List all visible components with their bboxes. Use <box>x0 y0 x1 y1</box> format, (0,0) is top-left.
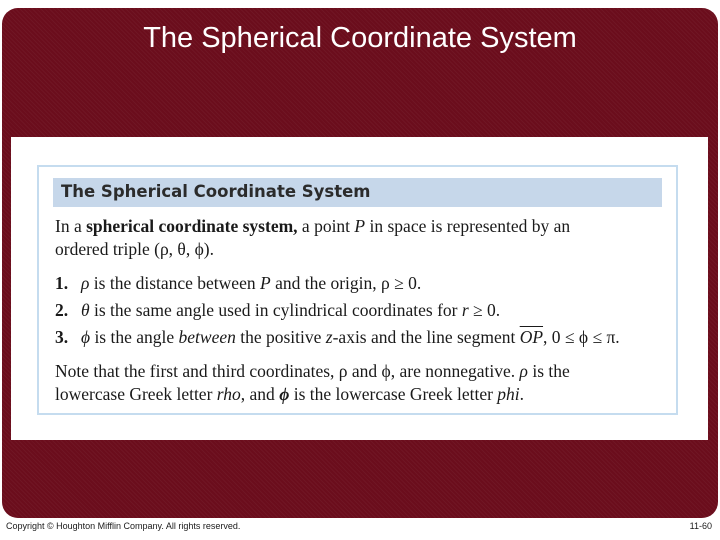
note-text-1: Note that the first and third coordinates, ρ and ϕ, are nonnegative. <box>55 361 520 381</box>
list-item-3 <box>55 327 620 348</box>
list-item-1 <box>55 273 421 294</box>
vector-op: $\overline{OP}$ <box>519 327 544 347</box>
list-item-between: between <box>178 327 236 347</box>
intro-line-2: ordered triple (ρ, θ, ϕ). <box>55 239 214 259</box>
list-item-text-3: -axis and the line segment <box>332 327 520 347</box>
list-item-z: z <box>325 327 333 347</box>
note-text-5: is the lowercase Greek letter <box>289 384 498 404</box>
copyright-text: Copyright © Houghton Mifflin Company. All rights reserved. <box>6 521 241 531</box>
list-item-2 <box>55 300 500 321</box>
note-period: . <box>519 384 525 404</box>
definition-box-title: The Spherical Coordinate System <box>61 182 371 201</box>
note-rho-symbol: ρ <box>519 361 528 381</box>
list-item-number: 1. <box>55 273 69 293</box>
list-item-text: is the distance between <box>89 273 260 293</box>
note-phi-symbol: ϕ <box>279 384 290 404</box>
intro-line-1 <box>55 216 570 237</box>
list-item-number: 2. <box>55 300 69 320</box>
note-line-2 <box>55 384 524 405</box>
list-item-symbol: ρ <box>81 273 90 293</box>
list-item-symbol: θ <box>81 300 90 320</box>
list-item-rest: , 0 ≤ ϕ ≤ π. <box>543 327 620 347</box>
definition-box-header <box>53 178 662 207</box>
page-number: 11-60 <box>689 521 712 531</box>
list-item-rest: ≥ 0. <box>468 300 501 320</box>
note-rho-word: rho <box>216 384 241 404</box>
list-item-rest: and the origin, ρ ≥ 0. <box>270 273 422 293</box>
intro-text-1: In a <box>55 216 87 236</box>
list-item-text-2: the positive <box>235 327 326 347</box>
list-item-point-p: P <box>259 273 271 293</box>
note-line-1 <box>55 361 570 382</box>
list-item-number: 3. <box>55 327 69 347</box>
note-text-3: lowercase Greek letter <box>55 384 217 404</box>
list-item-text: is the angle <box>90 327 179 347</box>
list-item-text: is the same angle used in cylindrical coordinates for <box>89 300 462 320</box>
list-item-r: r <box>461 300 469 320</box>
note-text-2: is the <box>527 361 570 381</box>
intro-text-3: in space is represented by an <box>365 216 571 236</box>
slide-title: The Spherical Coordinate System <box>143 22 577 54</box>
list-item-symbol: ϕ <box>81 327 91 347</box>
intro-term: spherical coordinate system, <box>86 216 298 236</box>
intro-point-p: P <box>354 216 366 236</box>
note-text-4: , and <box>240 384 280 404</box>
note-phi-word: phi <box>497 384 520 404</box>
intro-text-2: a point <box>297 216 355 236</box>
